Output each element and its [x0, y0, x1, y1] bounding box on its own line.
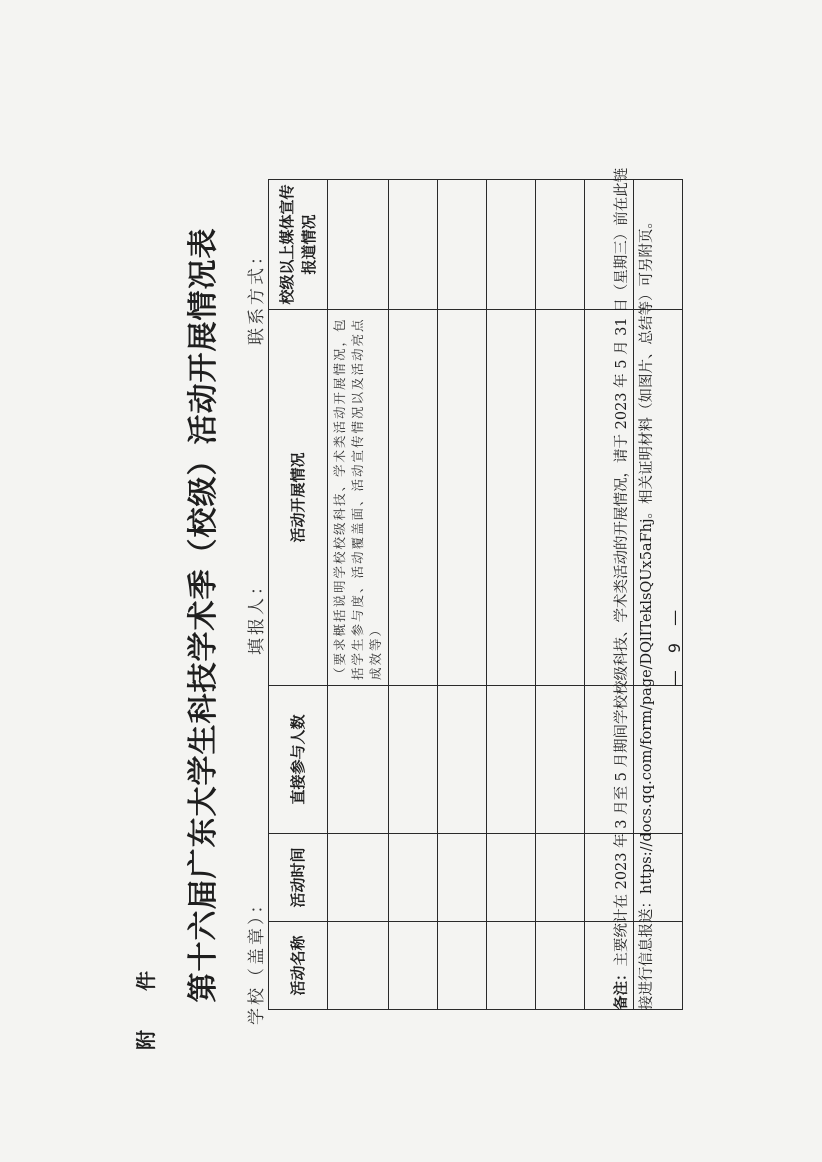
table-cell	[487, 834, 536, 922]
header-activity-time: 活动时间	[269, 834, 328, 922]
rotated-page-content	[130, 150, 710, 1090]
table-cell	[389, 834, 438, 922]
page-number: — 9 —	[665, 603, 684, 687]
table-cell	[328, 686, 389, 834]
remarks-text: 主要统计在 2023 年 3 月至 5 月期间学校校级科技、学术类活动的开展情况，请于 2023 年 5 月 31 日（星期三）前在此链接进行信息报送：https://docs.qq.com/form/page/DQlITeklsQUx5aFhj。相关证明材料（如图片、总结等）可另附页。	[614, 167, 655, 1010]
header-participants: 直接参与人数	[269, 686, 328, 834]
table-cell	[389, 310, 438, 686]
table-row	[487, 180, 536, 1010]
table-cell	[536, 834, 585, 922]
header-fields	[242, 165, 266, 1025]
table-cell	[536, 922, 585, 1010]
remarks-label: 备注：	[614, 966, 630, 1010]
activity-status-hint: （要求概括说明学校校级科技、学术类活动开展情况，包括学生参与度、活动覆盖面、活动宣传情况以及活动亮点成效等）	[332, 317, 383, 680]
table-cell	[438, 922, 487, 1010]
table-cell	[389, 686, 438, 834]
annex-label: 附 件	[134, 955, 158, 1050]
table-cell	[536, 180, 585, 310]
table-row	[438, 180, 487, 1010]
table-cell	[487, 686, 536, 834]
table-cell	[328, 922, 389, 1010]
table-cell	[438, 180, 487, 310]
table-cell	[328, 834, 389, 922]
table-header-row	[269, 180, 328, 1010]
table-row	[389, 180, 438, 1010]
header-activity-status: 活动开展情况	[269, 310, 328, 686]
filler-field-label: 填报人：	[247, 575, 267, 655]
page-title: 第十六届广东大学生科技学术季（校级）活动开展情况表	[186, 227, 221, 1003]
table-cell	[328, 180, 389, 310]
table-cell	[438, 310, 487, 686]
table-cell-hint	[328, 310, 389, 686]
header-media-coverage: 校级以上媒体宣传报道情况	[269, 180, 328, 310]
table-cell	[487, 180, 536, 310]
table-cell	[487, 310, 536, 686]
table-cell	[438, 834, 487, 922]
header-activity-name: 活动名称	[269, 922, 328, 1010]
table-cell	[438, 686, 487, 834]
school-field-label: 学校（盖章）：	[247, 893, 267, 1025]
table-cell	[536, 310, 585, 686]
remarks	[610, 165, 660, 1010]
table-cell	[389, 180, 438, 310]
table-cell	[389, 922, 438, 1010]
table-row	[328, 180, 389, 1010]
table-row	[536, 180, 585, 1010]
table-cell	[536, 686, 585, 834]
contact-field-label: 联系方式：	[247, 245, 267, 345]
table-cell	[487, 922, 536, 1010]
